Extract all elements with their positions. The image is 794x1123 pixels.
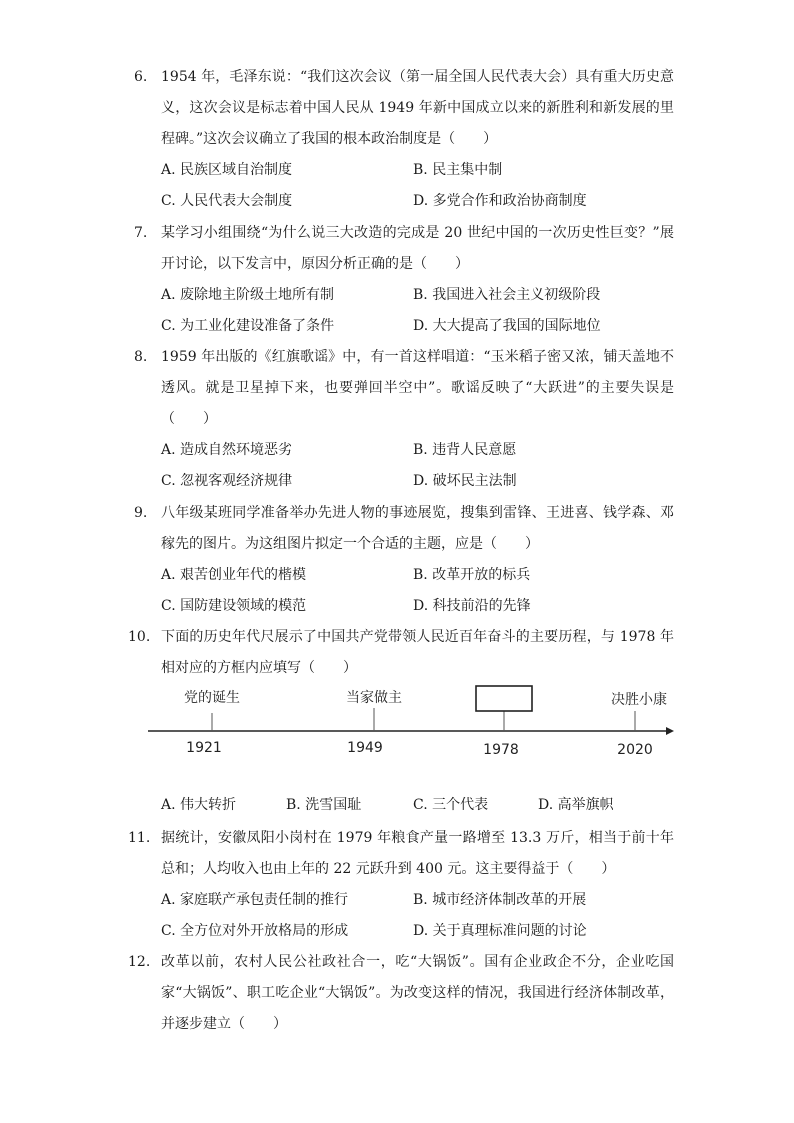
question-stem: 1954 年，毛泽东说：“我们这次会议（第一届全国人民代表大会）具有重大历史意义，这次会议是标志着中国人民从 1949 年新中国成立以来的新胜利和新发展的里程碑。”这次会议确立了我国的根本政治制度是（ ） <box>161 69 674 147</box>
question-number: 12. <box>128 954 151 970</box>
year-1949: 1949 <box>347 740 383 756</box>
options-row <box>134 885 674 916</box>
option-d: D. 多党合作和政治协商制度 <box>413 193 587 209</box>
options-row <box>134 591 674 622</box>
question-number: 9. <box>134 505 148 521</box>
question-stem: 1959 年出版的《红旗歌谣》中，有一首这样唱道：“玉米稻子密又浓，铺天盖地不透风。就是卫星掉下来，也要弹回半空中”。歌谣反映了“大跃进”的主要失误是（ ） <box>161 349 674 427</box>
options-row <box>134 790 674 821</box>
options-row <box>134 155 674 186</box>
options-row <box>134 435 674 466</box>
option-a: A. 废除地主阶级土地所有制 <box>161 287 335 303</box>
option-b: B. 城市经济体制改革的开展 <box>413 892 587 908</box>
options-row <box>134 311 674 342</box>
option-d: D. 科技前沿的先锋 <box>413 598 531 614</box>
question-number: 8. <box>134 349 148 365</box>
option-d: D. 高举旗帜 <box>538 797 614 813</box>
question-number: 10. <box>128 629 151 645</box>
question-number: 11. <box>128 830 151 846</box>
label-masters-of-country: 当家做主 <box>346 690 402 706</box>
options-row <box>134 466 674 497</box>
label-moderate-prosperity: 决胜小康 <box>611 692 667 708</box>
question-number: 6. <box>134 69 148 85</box>
question-12 <box>128 947 674 1040</box>
question-9 <box>134 498 674 622</box>
option-c: C. 三个代表 <box>413 797 489 813</box>
question-8 <box>134 342 674 497</box>
option-c: C. 忽视客观经济规律 <box>161 473 293 489</box>
question-number: 7. <box>134 225 148 241</box>
option-b: B. 违背人民意愿 <box>413 442 517 458</box>
year-1978: 1978 <box>483 742 519 758</box>
option-a: A. 伟大转折 <box>161 797 237 813</box>
question-11 <box>128 823 674 947</box>
option-a: A. 艰苦创业年代的楷模 <box>161 567 307 583</box>
options-row <box>134 560 674 591</box>
history-timeline <box>134 680 674 770</box>
option-b: B. 我国进入社会主义初级阶段 <box>413 287 601 303</box>
question-10-options <box>134 790 674 821</box>
question-stem: 某学习小组围绕“为什么说三大改造的完成是 20 世纪中国的一次历史性巨变？”展开讨论，以下发言中，原因分析正确的是（ ） <box>161 225 674 272</box>
option-a: A. 民族区域自治制度 <box>161 162 293 178</box>
option-d: D. 大大提高了我国的国际地位 <box>413 318 601 334</box>
option-c: C. 全方位对外开放格局的形成 <box>161 923 349 939</box>
timeline-arrow <box>666 727 674 735</box>
question-stem: 改革以前，农村人民公社政社合一，吃“大锅饭”。国有企业政企不分，企业吃国家“大锅饭”、职工吃企业“大锅饭”。为改变这样的情况，我国进行经济体制改革，并逐步建立（ ） <box>161 954 674 1032</box>
option-a: A. 家庭联产承包责任制的推行 <box>161 892 349 908</box>
question-stem: 八年级某班同学准备举办先进人物的事迹展览，搜集到雷锋、王进喜、钱学森、邓稼先的图片。为这组图片拟定一个合适的主题，应是（ ） <box>161 505 674 552</box>
option-c: C. 国防建设领域的模范 <box>161 598 307 614</box>
option-c: C. 为工业化建设准备了条件 <box>161 318 335 334</box>
options-row <box>134 916 674 947</box>
options-row <box>134 186 674 217</box>
question-7 <box>134 218 674 342</box>
year-1921: 1921 <box>186 740 222 756</box>
option-c: C. 人民代表大会制度 <box>161 193 293 209</box>
question-10 <box>128 622 674 684</box>
options-row <box>134 280 674 311</box>
label-party-founding: 党的诞生 <box>184 690 240 706</box>
blank-answer-box <box>476 686 532 711</box>
option-b: B. 民主集中制 <box>413 162 503 178</box>
option-d: D. 关于真理标准问题的讨论 <box>413 923 587 939</box>
question-stem: 据统计，安徽凤阳小岗村在 1979 年粮食产量一路增至 13.3 万斤，相当于前十年总和；人均收入也由上年的 22 元跃升到 400 元。这主要得益于（ ） <box>161 830 674 877</box>
option-b: B. 洗雪国耻 <box>286 797 362 813</box>
option-b: B. 改革开放的标兵 <box>413 567 531 583</box>
option-d: D. 破坏民主法制 <box>413 473 517 489</box>
timeline-svg <box>134 680 674 770</box>
question-stem: 下面的历史年代尺展示了中国共产党带领人民近百年奋斗的主要历程，与 1978 年相对应的方框内应填写（ ） <box>161 629 674 676</box>
year-2020: 2020 <box>617 742 653 758</box>
question-6 <box>134 62 674 217</box>
option-a: A. 造成自然环境恶劣 <box>161 442 293 458</box>
